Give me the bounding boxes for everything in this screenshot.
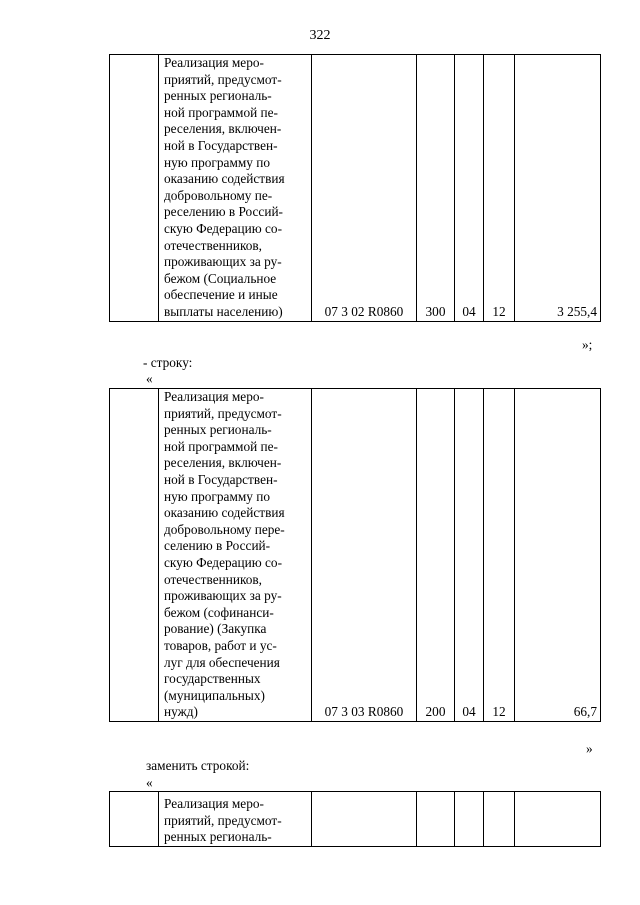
name-line: реселения, включен-: [164, 121, 282, 137]
table-row: [110, 389, 601, 722]
name-line: ренных региональ-: [164, 422, 272, 438]
number-cell: [110, 389, 159, 722]
name-line: ренных региональ-: [164, 88, 272, 104]
name-line: Реализация меро-: [164, 796, 264, 812]
name-line: луг для обеспечения: [164, 654, 280, 670]
name-line: селению в Россий-: [164, 538, 271, 554]
opening-quote: «: [146, 371, 153, 386]
name-line: приятий, предусмот-: [164, 405, 282, 421]
amount-cell: [515, 792, 601, 847]
budget-table-original: [109, 54, 601, 322]
item-name-cell: [159, 55, 312, 322]
name-line: товаров, работ и ус-: [164, 637, 277, 653]
section-code-cell: 04: [455, 389, 484, 722]
name-line: рование) (Закупка: [164, 621, 267, 637]
name-line: ренных региональ-: [164, 829, 272, 845]
name-line: ной в Государствен-: [164, 137, 278, 153]
table-row: [110, 792, 601, 847]
name-line: оказанию содействия: [164, 171, 285, 187]
budget-table-replacement: [109, 791, 601, 847]
name-line: реселению в Россий-: [164, 204, 283, 220]
subsection-code-cell: [484, 792, 515, 847]
target-article-code-cell: 07 3 03 R0860: [312, 389, 417, 722]
name-line: выплаты населению): [164, 303, 283, 319]
name-line: нужд): [164, 704, 198, 720]
target-article-code-cell: 07 3 02 R0860: [312, 55, 417, 322]
name-line: ной программой пе-: [164, 438, 278, 454]
instruction-line: - строку:: [143, 355, 193, 370]
name-line: обеспечение и иные: [164, 287, 278, 303]
table-row: [110, 55, 601, 322]
closing-quote: »: [586, 741, 593, 756]
opening-quote: «: [146, 775, 153, 790]
name-line: отечественников,: [164, 571, 262, 587]
name-line: приятий, предусмот-: [164, 812, 282, 828]
number-cell: [110, 792, 159, 847]
amount-cell: 3 255,4: [515, 55, 601, 322]
name-line: ной программой пе-: [164, 104, 278, 120]
name-line: приятий, предусмот-: [164, 71, 282, 87]
name-line: (муниципальных): [164, 687, 265, 703]
section-code-cell: [455, 792, 484, 847]
name-line: оказанию содействия: [164, 505, 285, 521]
section-code-cell: 04: [455, 55, 484, 322]
name-line: Реализация меро-: [164, 389, 264, 404]
expense-type-code-cell: [417, 792, 455, 847]
name-line: бежом (Социальное: [164, 270, 277, 286]
name-line: государственных: [164, 671, 261, 687]
name-line: Реализация меро-: [164, 55, 264, 70]
subsection-code-cell: 12: [484, 55, 515, 322]
name-line: бежом (софинанси-: [164, 604, 274, 620]
name-line: ную программу по: [164, 488, 271, 504]
name-line: скую Федерацию со-: [164, 554, 282, 570]
name-line: добровольному пе-: [164, 187, 273, 203]
target-article-code-cell: [312, 792, 417, 847]
subsection-code-cell: 12: [484, 389, 515, 722]
budget-table-line: [109, 388, 601, 722]
name-line: ную программу по: [164, 154, 271, 170]
closing-quote: »;: [582, 337, 593, 352]
name-line: добровольному пере-: [164, 521, 285, 537]
item-name-cell: [159, 389, 312, 722]
expense-type-code-cell: 300: [417, 55, 455, 322]
page-number: 322: [309, 28, 331, 43]
name-line: отечественников,: [164, 237, 262, 253]
name-line: ной в Государствен-: [164, 471, 278, 487]
number-cell: [110, 55, 159, 322]
expense-type-code-cell: 200: [417, 389, 455, 722]
item-name-cell: [159, 792, 312, 847]
name-line: проживающих за ру-: [164, 588, 282, 604]
name-line: реселения, включен-: [164, 455, 282, 471]
instruction-line: заменить строкой:: [146, 758, 250, 773]
name-line: скую Федерацию со-: [164, 220, 282, 236]
amount-cell: 66,7: [515, 389, 601, 722]
name-line: проживающих за ру-: [164, 254, 282, 270]
